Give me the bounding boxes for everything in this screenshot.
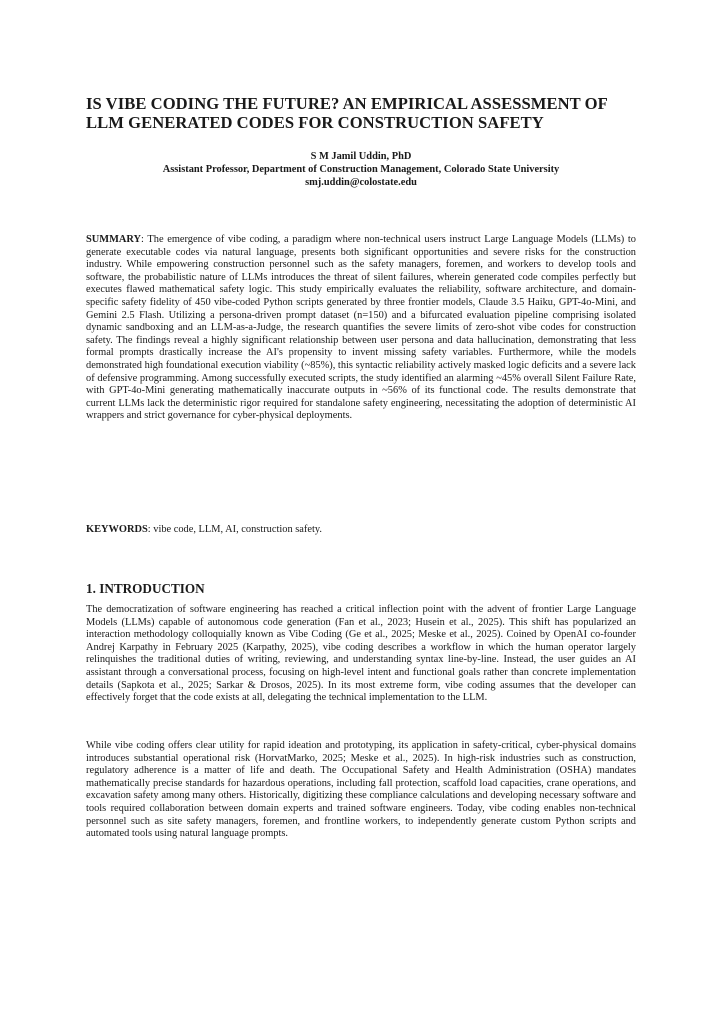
section-heading-introduction: 1. INTRODUCTION [86, 581, 205, 596]
author-name: S M Jamil Uddin, PhD [310, 151, 412, 162]
author-email: smj.uddin@colostate.edu [305, 177, 417, 188]
author-block [86, 150, 636, 189]
paper-title-line-1: IS VIBE CODING THE FUTURE? AN EMPIRICAL ASSESSMENT OF [86, 94, 608, 113]
keywords-label: KEYWORDS [86, 524, 148, 535]
summary-paragraph [86, 234, 636, 423]
summary-label: SUMMARY [86, 234, 142, 245]
author-affiliation: Assistant Professor, Department of Construction Management, Colorado State University [162, 164, 560, 175]
paper-title [86, 94, 636, 132]
keywords-paragraph [86, 524, 636, 537]
paper-title-line-2: LLM GENERATED CODES FOR CONSTRUCTION SAFETY [86, 113, 544, 132]
summary-text: : The emergence of vibe coding, a paradigm where non-technical users instruct Large Language Models (LLMs) to generate executable codes via natural language, presents both significant opportunities and severe risks for the construction industry. While empowering construction personnel such as the safety managers, foremen, and workers to develop tools and software, the probabilistic nature of LLMs introduces the threat of silent failures, wherein generated code compiles perfectly but executes flawed mathematical safety logic. This study empirically evaluates the reliability, software architecture, and domain-specific safety fidelity of 450 vibe-coded Python scripts generated by three frontier models, Claude 3.5 Haiku, GPT-4o-Mini, and Gemini 2.5 Flash. Utilizing a persona-driven prompt dataset (n=150) and a bifurcated evaluation pipeline comprising isolated dynamic sandboxing and an LLM-as-a-Judge, the research quantifies the severe limits of zero-shot vibe codes for construction safety. The findings reveal a highly significant relationship between user persona and data hallucination, demonstrating that less formal prompts drastically increase the AI's propensity to invent missing safety variables. Furthermore, while the models demonstrated high foundational execution viability (~85%), this syntactic reliability actively masked logic deficits and a severe lack of defensive programming. Among successfully executed scripts, the study identified an alarming ~45% overall Silent Failure Rate, with GPT-4o-Mini generating mathematically inaccurate outputs in ~56% of its functional code. The results demonstrate that current LLMs lack the deterministic rigor required for standalone safety engineering, necessitating the adoption of deterministic AI wrappers and strict governance for cyber-physical deployments. [86, 234, 636, 422]
intro-paragraph-1: The democratization of software engineering has reached a critical inflection point with the advent of frontier Large Language Models (LLMs) capable of autonomous code generation (Fan et al., 2023; Husein et al., 2025). This shift has popularized an interaction methodology colloquially known as Vibe Coding (Ge et al., 2025; Meske et al., 2025). Coined by OpenAI co-founder Andrej Karpathy in February 2025 (Karpathy, 2025), vibe coding describes a workflow in which the human operator largely relinquishes the traditional duties of writing, reviewing, and understanding syntax line-by-line. Instead, the user guides an AI assistant through a conversational process, focusing on high-level intent and functional goals rather than concrete implementation details (Sapkota et al., 2025; Sarkar & Drosos, 2025). In its most extreme form, vibe coding assumes that the developer can effectively forget that the code exists at all, delegating the technical implementation to the LLM. [86, 604, 636, 704]
keywords-text: : vibe code, LLM, AI, construction safety. [147, 524, 322, 535]
intro-paragraph-2: While vibe coding offers clear utility for rapid ideation and prototyping, its application in safety-critical, cyber-physical domains introduces substantial operational risk (HorvatMarko, 2025; Meske et al., 2025). In high-risk industries such as construction, regulatory adherence is a matter of life and death. The Occupational Safety and Health Administration (OSHA) mandates mathematically precise standards for hazardous operations, including fall protection, scaffold load capacities, crane operations, and excavation safety among many others. Historically, digitizing these compliance calculations and developing necessary software and tools required collaboration between domain experts and trained software engineers. Today, vibe coding enables non-technical personnel such as site safety managers, foremen, and frontline workers, to independently generate custom Python scripts and automated tools using natural language prompts. [86, 740, 636, 840]
